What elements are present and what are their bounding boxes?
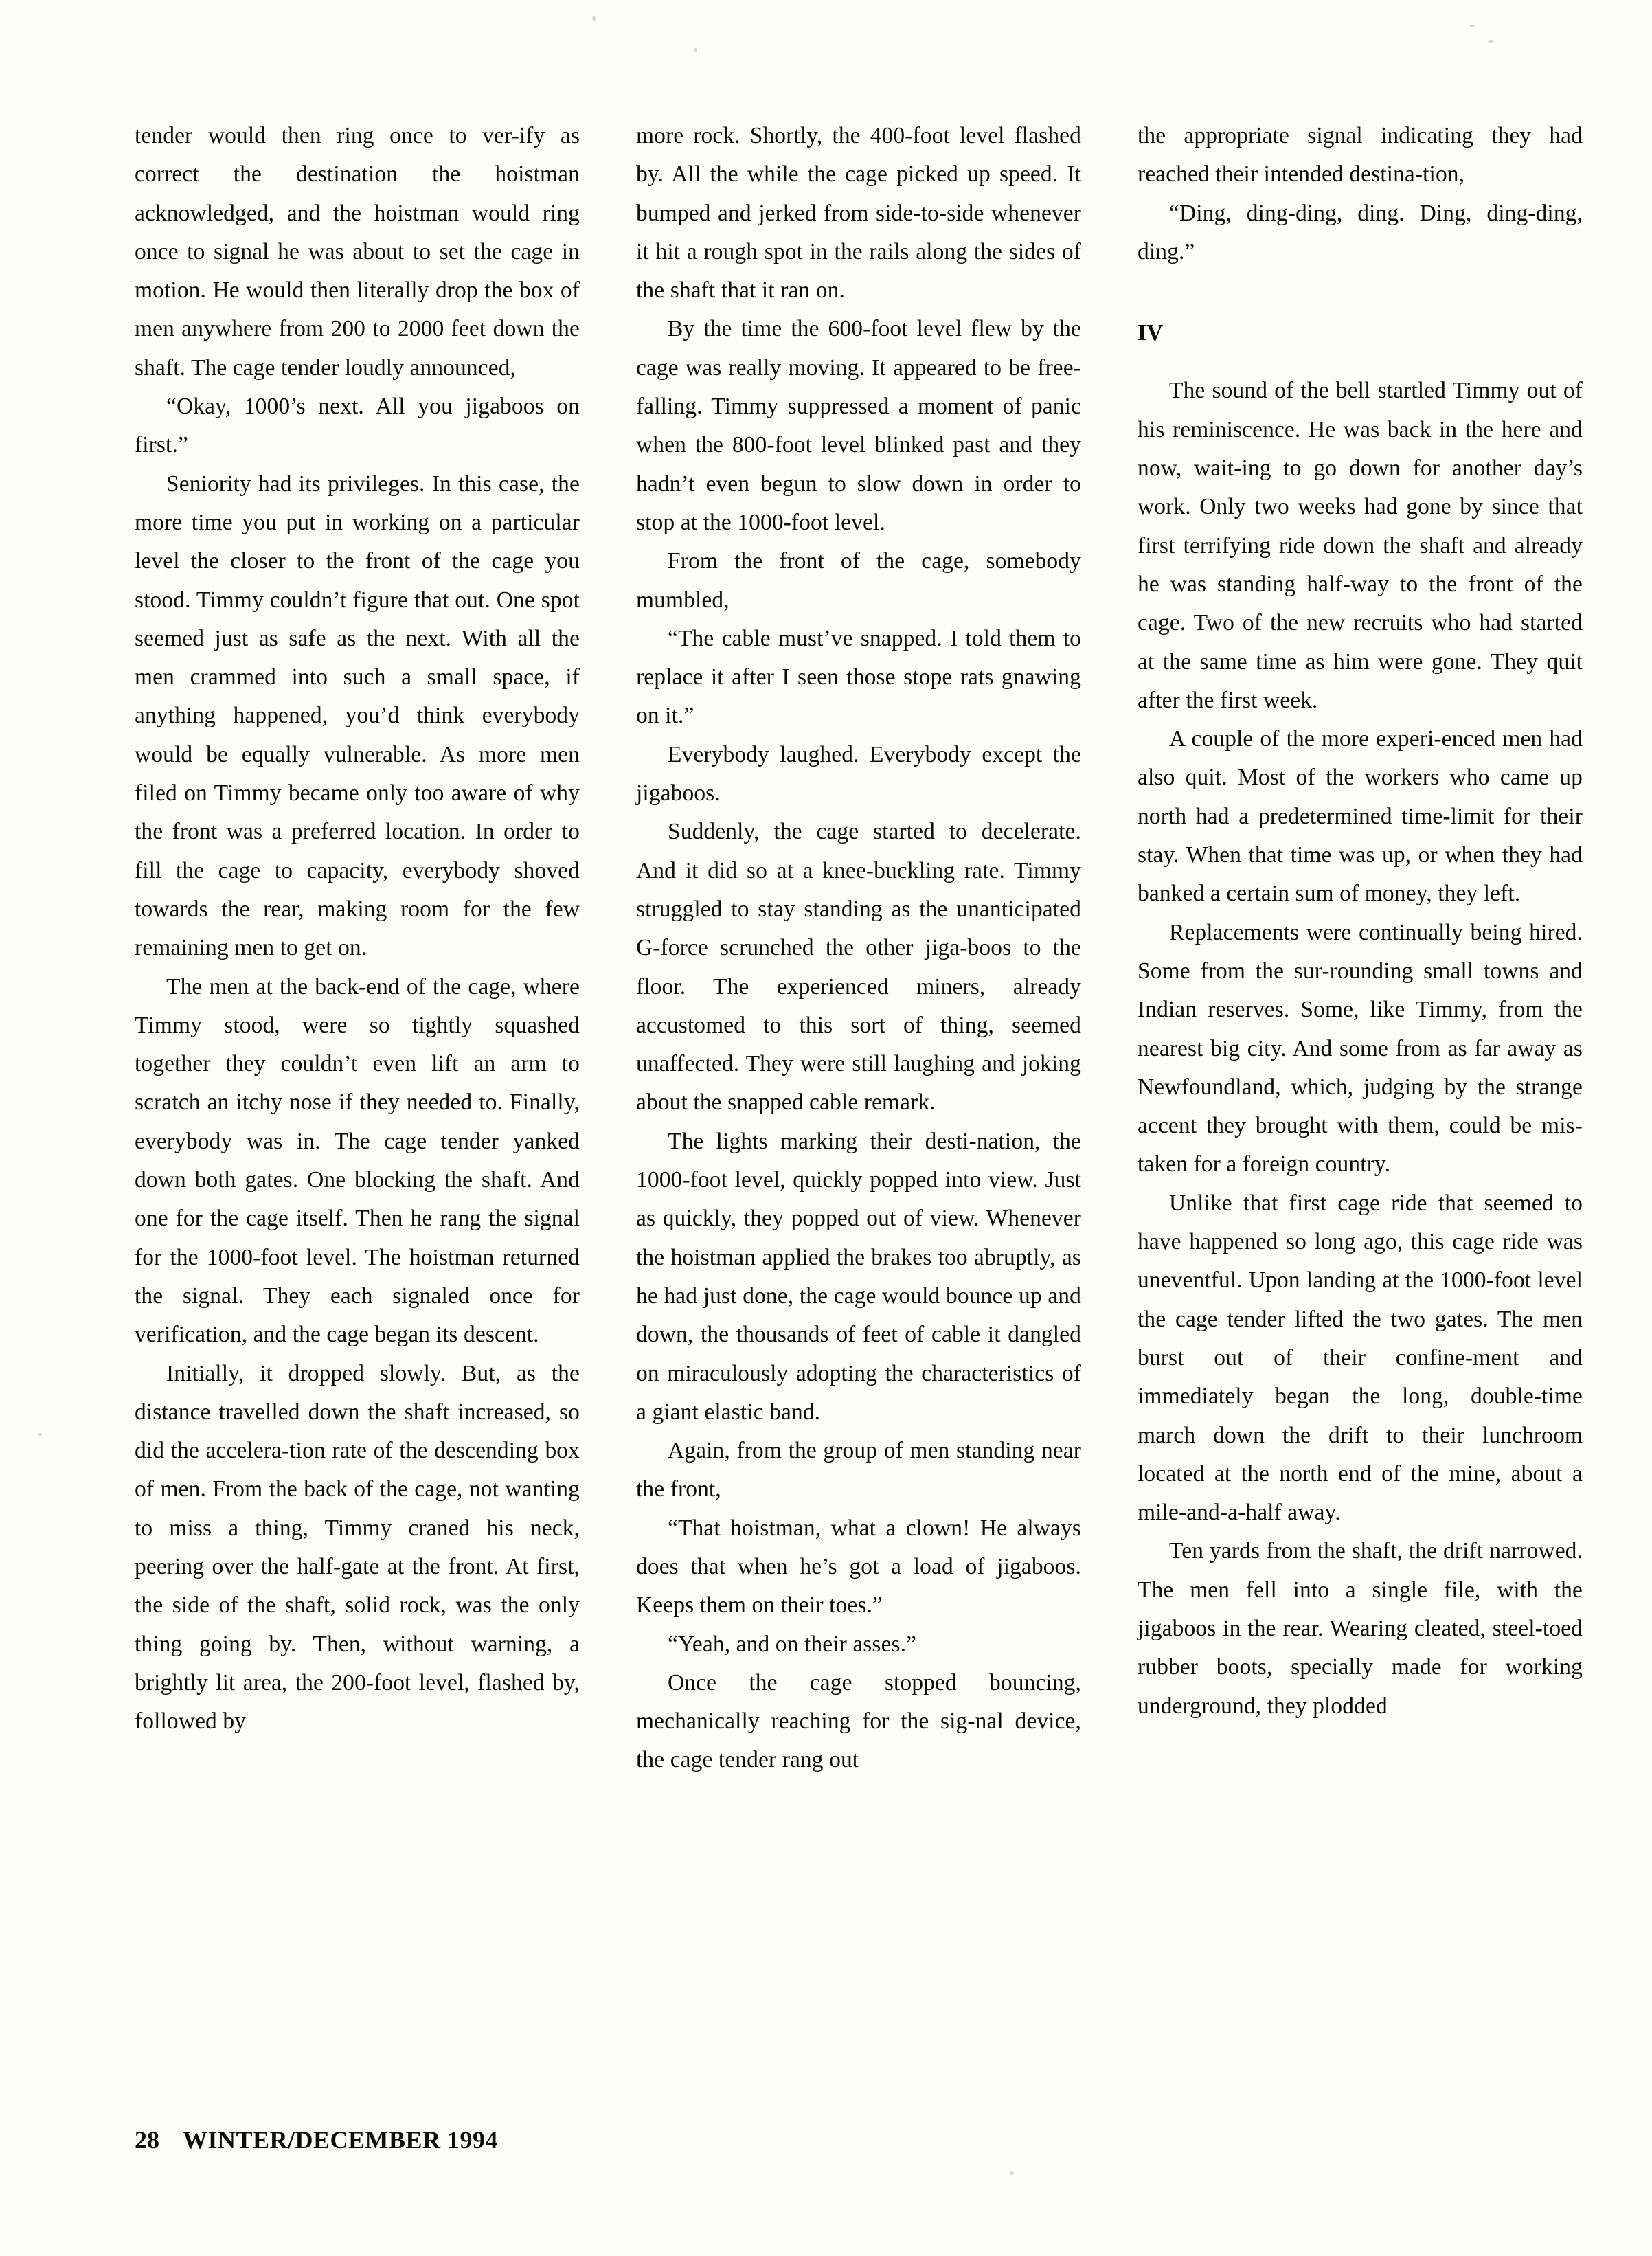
paragraph: “The cable must’ve snapped. I told them to replace it after I seen those stope rats gnawing on it.”	[636, 625, 1081, 729]
page-number: 28	[135, 2126, 159, 2154]
paragraph: Seniority had its privileges. In this case, the more time you put in working on a particular level the closer to the front of the cage you stood. Timmy couldn’t figure that out. One spot seemed just as safe as the next. With all the men crammed into such a small space, if anything happened, you’d think everybody would be equally vulnerable. As more men filed on Timmy became only too aware of why the front was a preferred location. In order to fill the cage to capacity, everybody shoved towards the rear, making room for the few remaining men to get on.	[135, 471, 580, 961]
paragraph: From the front of the cage, somebody mumbled,	[636, 548, 1081, 613]
section-spacer	[1138, 271, 1583, 314]
paragraph: tender would then ring once to ver-ify as correct the destination the hoistman acknowledged, and the hoistman would ring once to signal he was about to set the cage in motion. He would then literally drop the box of men anywhere from 200 to 2000 feet down the shaft. The cage tender loudly announced,	[135, 123, 580, 381]
paragraph: Again, from the group of men standing near the front,	[636, 1438, 1081, 1502]
article-body	[135, 117, 1584, 2106]
paragraph: Suddenly, the cage started to decelerate. And it did so at a knee-buckling rate. Timmy struggled to stay standing as the unanticipated G-force scrunched the other jiga-boos to the floor. The experienced miners, already accustomed to this sort of thing, seemed unaffected. They were still laughing and joking about the snapped cable remark.	[636, 819, 1081, 1116]
paragraph: the appropriate signal indicating they had reached their intended destina-tion,	[1138, 123, 1583, 188]
paragraph: Unlike that first cage ride that seemed to have happened so long ago, this cage ride was uneventful. Upon landing at the 1000-foot level the cage tender lifted the two gates. The men burst out of their confine-ment and immediately began the long, double-time march down the drift to their lunchroom located at the north end of the mine, about a mile-and-a-half away.	[1138, 1190, 1583, 1526]
scan-speck	[38, 1433, 42, 1436]
paragraph: Everybody laughed. Everybody except the jigaboos.	[636, 741, 1081, 806]
issue-label: WINTER/DECEMBER 1994	[183, 2126, 499, 2154]
paragraph: The lights marking their desti-nation, the 1000-foot level, quickly popped into view. Just as quickly, they popped out of view. Whenever the hoistman applied the brakes too abruptly, as he had just done, the cage would bounce up and down, the thousands of feet of cable it dangled on miraculously adopting the characteristics of a giant elastic band.	[636, 1128, 1081, 1425]
scan-speck	[1010, 2171, 1014, 2175]
page-footer	[135, 2125, 1584, 2154]
scan-speck	[694, 48, 697, 52]
paragraph: Ten yards from the shaft, the drift narrowed. The men fell into a single file, with the jigaboos in the rear. Wearing cleated, steel-toed rubber boots, specially made for working underground, they plodded	[1138, 1538, 1583, 1719]
paragraph: more rock. Shortly, the 400-foot level flashed by. All the while the cage picked up speed. It bumped and jerked from side-to-side whenever it hit a rough spot in the rails along the sides of the shaft that it ran on.	[636, 123, 1081, 304]
paragraph: Initially, it dropped slowly. But, as the distance travelled down the shaft increased, so did the accelera-tion rate of the descending box of men. From the back of the cage, not wanting to miss a thing, Timmy craned his neck, peering over the half-gate at the front. At first, the side of the shaft, solid rock, was the only thing going by. Then, without warning, a brightly lit area, the 200-foot level, flashed by, followed by	[135, 1360, 580, 1735]
section-spacer	[1138, 352, 1583, 372]
paragraph: “That hoistman, what a clown! He always does that when he’s got a load of jigaboos. Keeps them on their toes.”	[636, 1515, 1081, 1618]
paragraph: The sound of the bell startled Timmy out of his reminiscence. He was back in the here and now, wait-ing to go down for another day’s work. Only two weeks had gone by since that first terrifying ride down the shaft and already he was standing half-way to the front of the cage. Two of the new recruits who had started at the same time as him were gone. They quit after the first week.	[1138, 378, 1583, 713]
scan-speck	[1470, 25, 1475, 27]
text-column-3	[1138, 117, 1583, 2106]
text-column-2	[636, 117, 1081, 2106]
scan-speck	[1488, 40, 1494, 43]
paragraph: Once the cage stopped bouncing, mechanically reaching for the sig-nal device, the cage tender rang out	[636, 1669, 1081, 1773]
paragraph: The men at the back-end of the cage, where Timmy stood, were so tightly squashed together they couldn’t even lift an arm to scratch an itchy nose if they needed to. Finally, everybody was in. The cage tender yanked down both gates. One blocking the shaft. And one for the cage itself. Then he rang the signal for the 1000-foot level. The hoistman returned the signal. They each signaled once for verification, and the cage began its descent.	[135, 973, 580, 1348]
scan-speck	[592, 16, 596, 21]
paragraph: A couple of the more experi-enced men had also quit. Most of the workers who came up north had a predetermined time-limit for their stay. When that time was up, or when they had banked a certain sum of money, they left.	[1138, 726, 1583, 907]
paragraph: By the time the 600-foot level flew by the cage was really moving. It appeared to be free-falling. Timmy suppressed a moment of panic when the 800-foot level blinked past and they hadn’t even begun to slow down in order to stop at the 1000-foot level.	[636, 316, 1081, 535]
paragraph: “Ding, ding-ding, ding. Ding, ding-ding, ding.”	[1138, 200, 1583, 264]
text-column-1	[135, 117, 580, 2106]
paragraph: Replacements were continually being hired. Some from the sur-rounding small towns and Indian reserves. Some, like Timmy, from the nearest big city. And some from as far away as Newfoundland, which, judging by the strange accent they brought with them, could be mis-taken for a foreign country.	[1138, 919, 1583, 1177]
section-heading: IV	[1138, 320, 1164, 346]
paragraph: “Okay, 1000’s next. All you jigaboos on first.”	[135, 394, 580, 458]
paragraph: “Yeah, and on their asses.”	[668, 1631, 917, 1657]
